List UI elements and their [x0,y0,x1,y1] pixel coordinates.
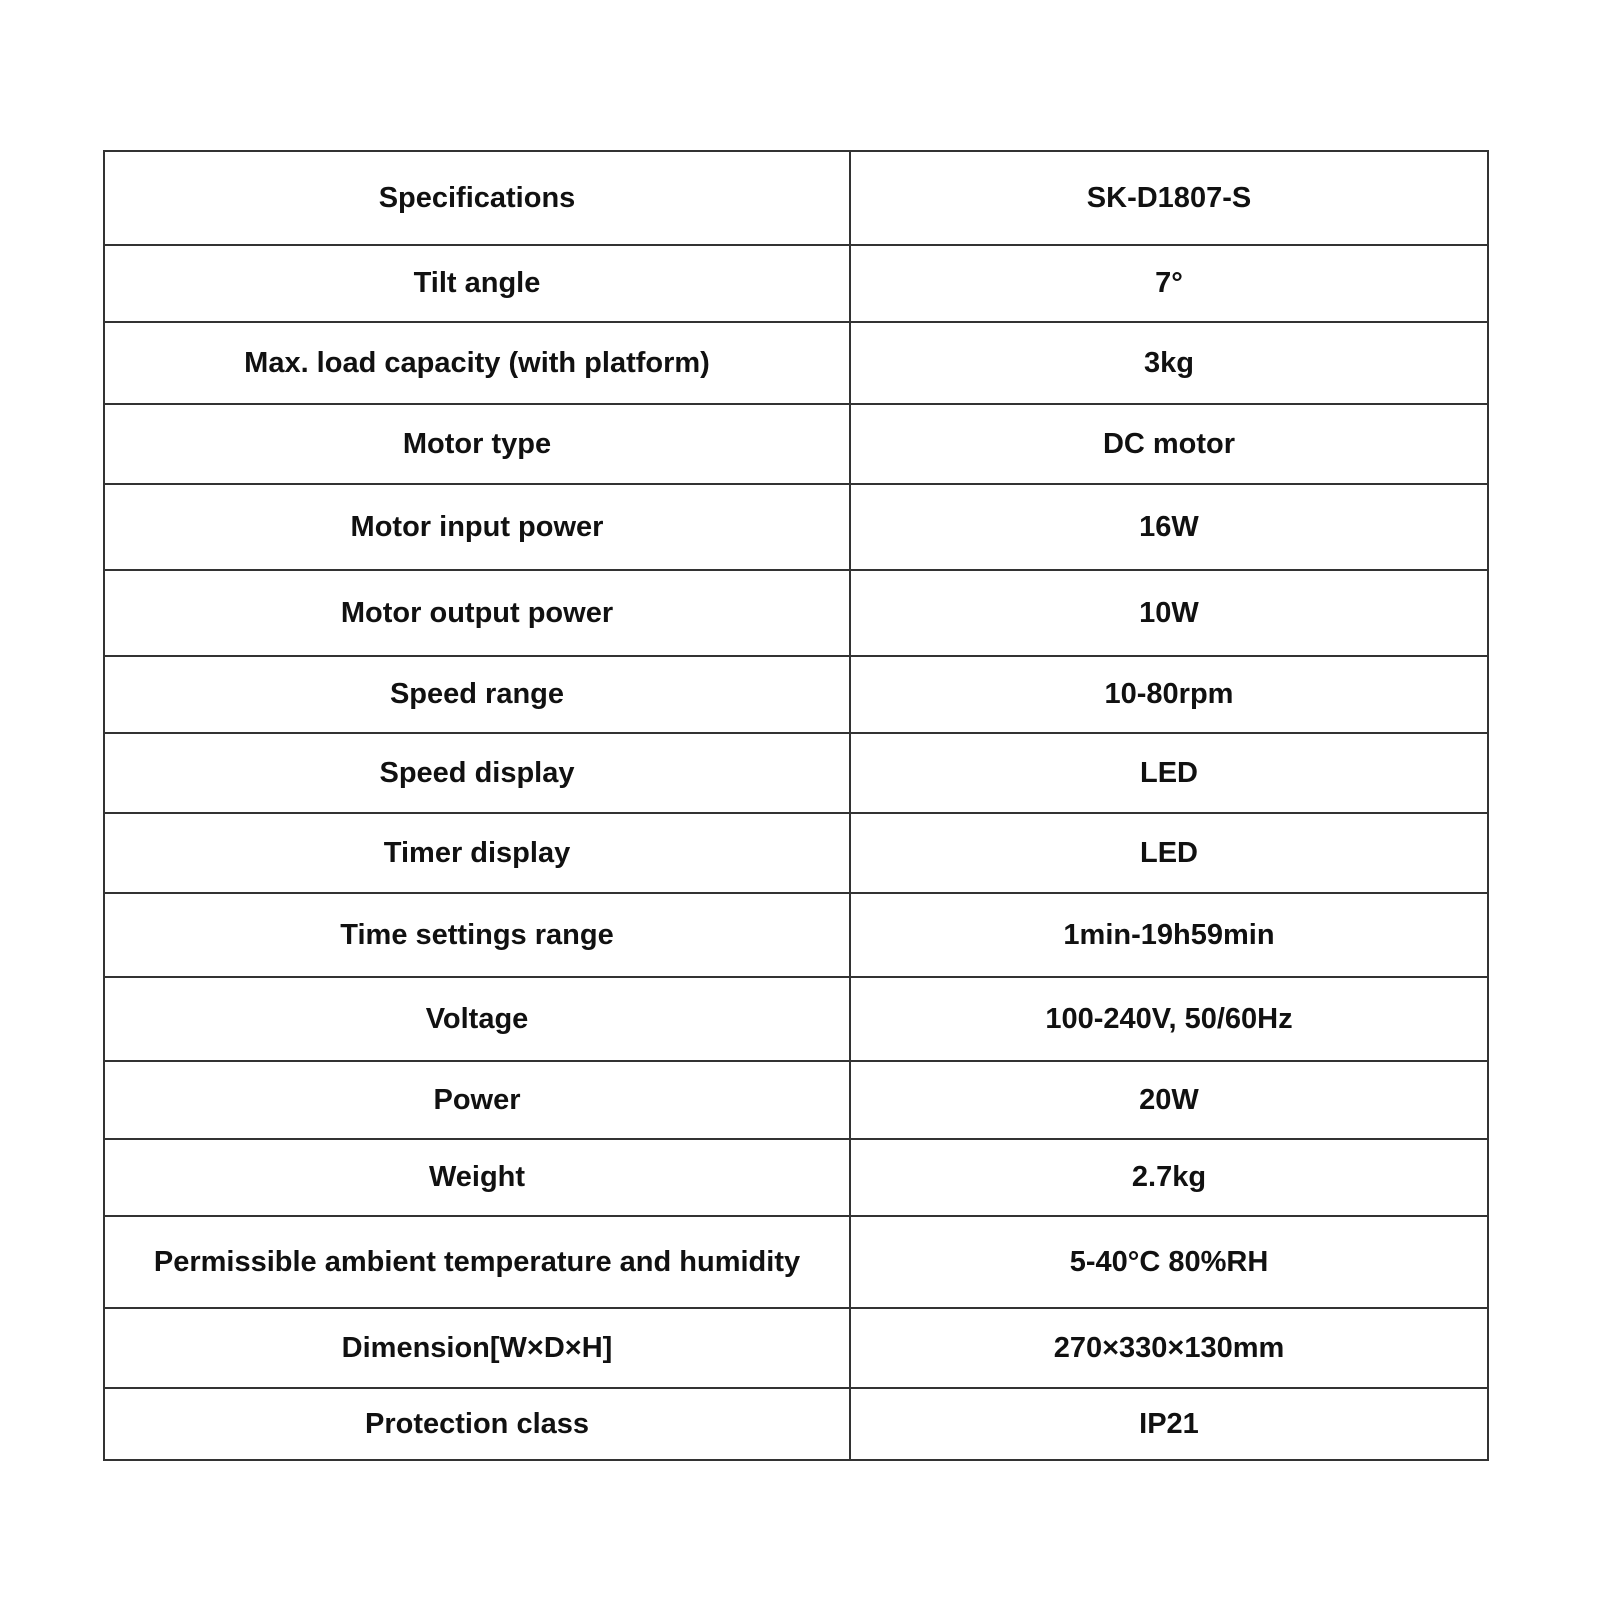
spec-label-cell: Max. load capacity (with platform) [104,322,850,404]
spec-label-cell: Speed display [104,733,850,813]
spec-value-cell: LED [850,813,1488,893]
spec-label-cell: Protection class [104,1388,850,1460]
spec-value-cell: 7° [850,245,1488,322]
spec-label-cell: Time settings range [104,893,850,977]
table-row [104,484,1488,570]
spec-value-cell: 100-240V, 50/60Hz [850,977,1488,1061]
table-row [104,1216,1488,1308]
spec-label-cell: Motor type [104,404,850,484]
spec-label-cell: Motor input power [104,484,850,570]
spec-label-cell: Tilt angle [104,245,850,322]
spec-label-cell: Weight [104,1139,850,1216]
table-row [104,570,1488,656]
spec-value-cell: IP21 [850,1388,1488,1460]
table-row [104,893,1488,977]
spec-value-cell: 5-40°C 80%RH [850,1216,1488,1308]
table-row [104,1308,1488,1388]
spec-value-cell: 10W [850,570,1488,656]
header-label-cell: Specifications [104,151,850,245]
table-row [104,656,1488,733]
table-row [104,977,1488,1061]
table-row [104,813,1488,893]
spec-value-cell: LED [850,733,1488,813]
table-row [104,1139,1488,1216]
spec-label-cell: Dimension[W×D×H] [104,1308,850,1388]
spec-table [103,150,1489,1461]
spec-label-cell: Motor output power [104,570,850,656]
spec-label-cell: Permissible ambient temperature and humidity [104,1216,850,1308]
spec-value-cell: 10-80rpm [850,656,1488,733]
spec-value-cell: 270×330×130mm [850,1308,1488,1388]
spec-value-cell: 20W [850,1061,1488,1139]
table-row [104,733,1488,813]
spec-value-cell: 1min-19h59min [850,893,1488,977]
spec-value-cell: DC motor [850,404,1488,484]
spec-value-cell: 3kg [850,322,1488,404]
table-row [104,404,1488,484]
header-model-cell: SK-D1807-S [850,151,1488,245]
table-header-row [104,151,1488,245]
table-row [104,245,1488,322]
spec-label-cell: Voltage [104,977,850,1061]
table-row [104,322,1488,404]
spec-label-cell: Timer display [104,813,850,893]
table-row [104,1388,1488,1460]
spec-value-cell: 16W [850,484,1488,570]
table-row [104,1061,1488,1139]
spec-label-cell: Speed range [104,656,850,733]
spec-value-cell: 2.7kg [850,1139,1488,1216]
spec-label-cell: Power [104,1061,850,1139]
